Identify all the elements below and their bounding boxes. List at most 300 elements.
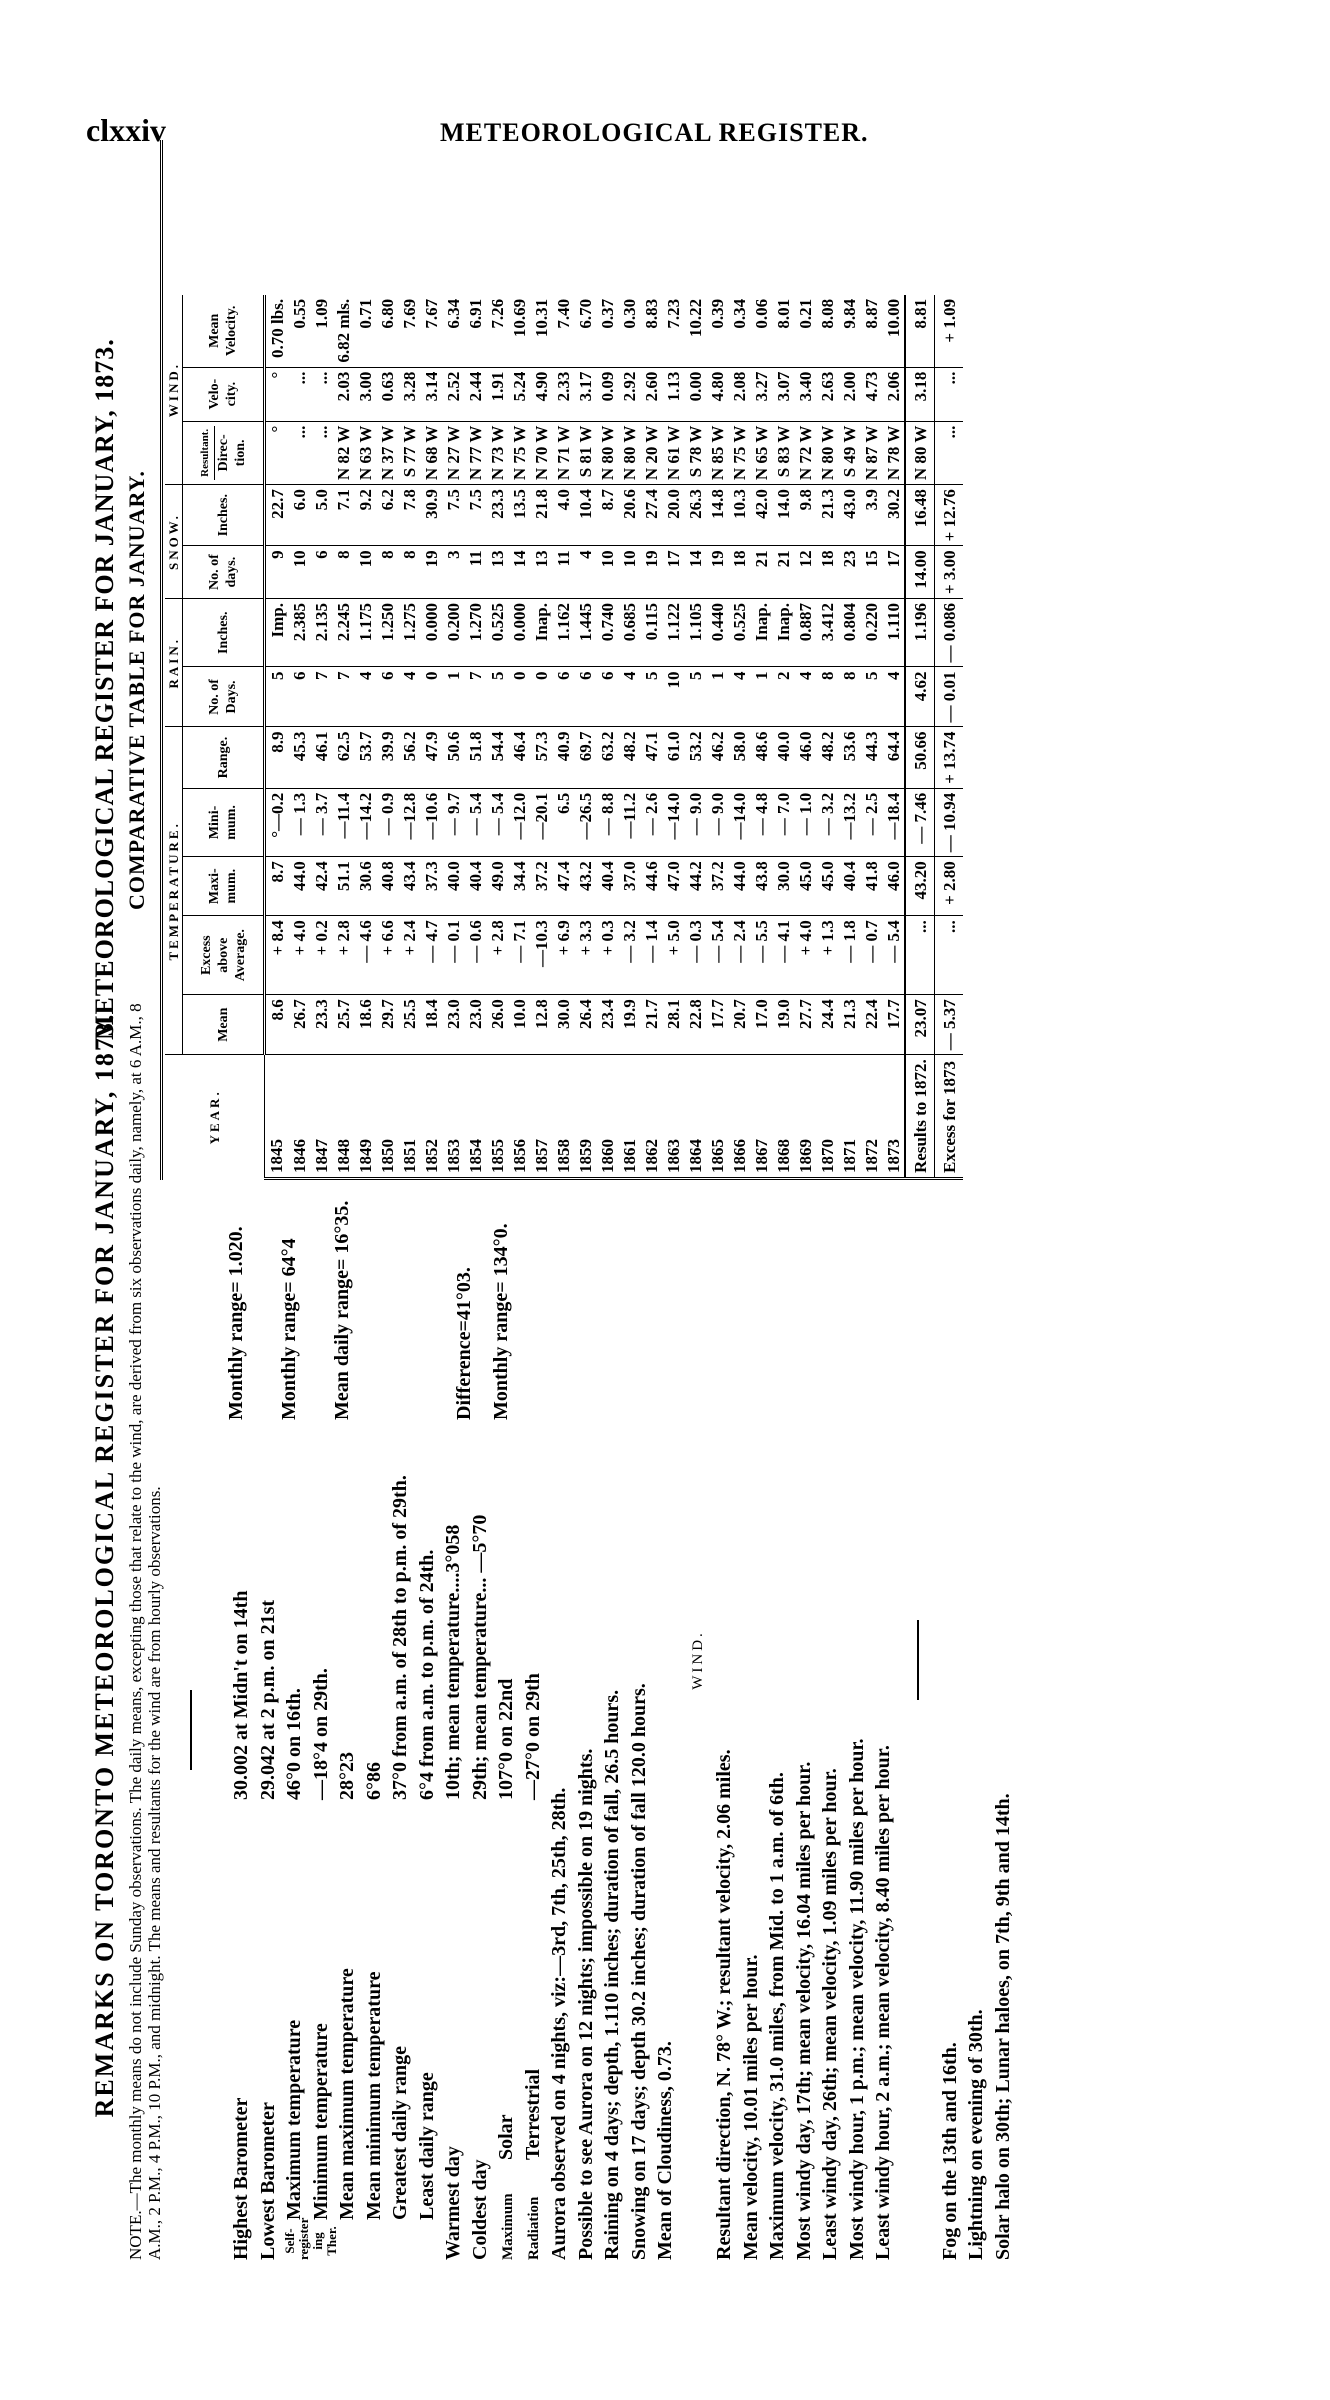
table-cell: 18.6 [354, 995, 376, 1055]
table-cell: 43.4 [398, 857, 420, 916]
table-cell: 40.4 [464, 857, 486, 916]
table-cell: 3.28 [398, 367, 420, 421]
table-cell: — 5.4 [464, 788, 486, 857]
table-body [265, 295, 964, 1179]
table-cell: 3.14 [420, 367, 442, 421]
table-title: METEOROLOGICAL REGISTER FOR JANUARY, 1873. [90, 338, 119, 1040]
table-cell: 1 [706, 667, 728, 727]
table-cell: N 80 W [816, 421, 838, 484]
table-cell: — 0.086 [935, 599, 964, 668]
table-cell: — 4.1 [772, 916, 794, 995]
table-cell: — 2.4 [728, 916, 750, 995]
table-cell: N 71 W [552, 421, 574, 484]
table-cell: N 68 W [420, 421, 442, 484]
table-cell: 1849 [354, 1055, 376, 1179]
table-cell: 30.6 [354, 857, 376, 916]
table-cell: 1.122 [662, 599, 684, 668]
table-cell: 0.06 [750, 295, 772, 367]
table-cell: —13.2 [838, 788, 860, 857]
table-cell: 23.3 [486, 485, 508, 546]
table-cell: 0.000 [420, 599, 442, 668]
table-cell: 40.0 [772, 727, 794, 788]
col-rain-inches: Inches. [183, 599, 265, 668]
table-row [376, 295, 398, 1179]
table-cell: 1.175 [354, 599, 376, 668]
table-cell: 46.0 [882, 857, 905, 916]
table-cell: 47.1 [640, 727, 662, 788]
table-cell: — 5.4 [882, 916, 905, 995]
table-cell: 62.5 [332, 727, 354, 788]
table-row [596, 295, 618, 1179]
table-cell: 26.3 [684, 485, 706, 546]
table-cell: 1864 [684, 1055, 706, 1179]
table-cell: 4.90 [530, 367, 552, 421]
table-cell: 46.4 [508, 727, 530, 788]
table-cell: N 78 W [882, 421, 905, 484]
table-cell: 21.3 [816, 485, 838, 546]
table-cell: 4 [882, 667, 905, 727]
table-cell: 5 [640, 667, 662, 727]
table-cell: 8.9 [265, 727, 289, 788]
table-cell: —14.2 [354, 788, 376, 857]
table-cell: 4 [574, 546, 596, 599]
rotated-page-content [0, 120, 1330, 2330]
table-cell: 37.2 [530, 857, 552, 916]
table-cell: 45.3 [288, 727, 310, 788]
table-cell: 42.0 [750, 485, 772, 546]
table-cell: 21 [772, 546, 794, 599]
mean-min-label: Mean minimum temperature [362, 1971, 385, 2220]
table-cell: 7 [310, 667, 332, 727]
barometer-range: Monthly range= 1.020. [224, 1226, 247, 1420]
table-header-row [183, 295, 265, 1179]
table-cell: 0.71 [354, 295, 376, 367]
table-cell: 1.270 [464, 599, 486, 668]
table-cell: 44.0 [288, 857, 310, 916]
wind-heading: WIND. [689, 1630, 706, 1690]
table-cell: 0.37 [596, 295, 618, 367]
table-cell: 2.63 [816, 367, 838, 421]
table-row [684, 295, 706, 1179]
table-top-rule [160, 140, 163, 1180]
min-temp-label: Minimum temperature [309, 2023, 332, 2220]
table-cell: 0.804 [838, 599, 860, 668]
table-cell: 9.8 [794, 485, 816, 546]
table-cell: 14 [684, 546, 706, 599]
table-cell: 43.20 [905, 857, 935, 916]
table-cell: 61.0 [662, 727, 684, 788]
table-cell: 43.0 [838, 485, 860, 546]
table-cell: + 2.8 [486, 916, 508, 995]
table-cell: ° [265, 367, 289, 421]
table-cell: 8.87 [860, 295, 882, 367]
table-cell: 4 [354, 667, 376, 727]
table-cell: 14.00 [905, 546, 935, 599]
remarks-title: REMARKS ON TORONTO METEOROLOGICAL REGISTER FOR JANUARY, 1873. [90, 1012, 119, 2118]
col-year: YEAR. [165, 1055, 265, 1179]
table-cell: 3.9 [860, 485, 882, 546]
table-cell: ... [935, 916, 964, 995]
table-cell: 0.525 [728, 599, 750, 668]
table-cell: 9.84 [838, 295, 860, 367]
table-cell: + 13.74 [935, 727, 964, 788]
table-cell: 0.220 [860, 599, 882, 668]
table-cell: 1.91 [486, 367, 508, 421]
table-cell: ... [905, 916, 935, 995]
table-cell: 22.4 [860, 995, 882, 1055]
table-cell: S 49 W [838, 421, 860, 484]
cloudiness-row: Mean of Cloudiness, 0.73. [654, 2041, 676, 2260]
table-cell: 0.115 [640, 599, 662, 668]
table-cell: 0.685 [618, 599, 640, 668]
table-cell: 10 [662, 667, 684, 727]
table-cell: 46.2 [706, 727, 728, 788]
table-cell: 42.4 [310, 857, 332, 916]
table-cell: 51.1 [332, 857, 354, 916]
table-row [398, 295, 420, 1179]
table-cell: 11 [552, 546, 574, 599]
table-cell: 17.7 [882, 995, 905, 1055]
table-cell: 10 [288, 546, 310, 599]
max-temp-value: 46°0 on 16th. [283, 1688, 305, 1800]
table-cell: 44.2 [684, 857, 706, 916]
table-cell: 40.0 [442, 857, 464, 916]
remarks-note: NOTE.—The monthly means do not include Sunday observations. The daily means, excepting those that relate to the wind, are derived from six observations daily, namely, at 6 A.M., 8 A.M., 2 P.M., 4 P.M., 10 P.M., and midnight. The means and resultants for the wind are from hourly observations. [126, 1003, 164, 2260]
table-cell: 13.5 [508, 485, 530, 546]
table-cell: ... [310, 367, 332, 421]
mean-max-label: Mean maximum temperature [336, 1968, 358, 2220]
table-cell: 1863 [662, 1055, 684, 1179]
table-row [905, 295, 935, 1179]
self-register-label-b: ing Ther. [310, 2226, 339, 2256]
table-cell: 1873 [882, 1055, 905, 1179]
table-cell: N 61 W [662, 421, 684, 484]
table-cell: 0.55 [288, 295, 310, 367]
table-cell: 14 [508, 546, 530, 599]
table-cell: —20.1 [530, 788, 552, 857]
table-cell: —10.3 [530, 916, 552, 995]
table-cell: + 3.3 [574, 916, 596, 995]
wind-line: Resultant direction, N. 78° W.; resultant velocity, 2.06 miles. [713, 1749, 735, 2260]
least-range-value: 6°4 from a.m. to p.m. of 24th. [415, 1549, 438, 1800]
table-cell: 19.0 [772, 995, 794, 1055]
table-cell: 1.275 [398, 599, 420, 668]
table-cell: N 87 W [860, 421, 882, 484]
table-cell: + 12.76 [935, 485, 964, 546]
table-cell: — 4.6 [354, 916, 376, 995]
table-cell: 34.4 [508, 857, 530, 916]
table-cell: 26.0 [486, 995, 508, 1055]
table-row [728, 295, 750, 1179]
table-cell: 14.8 [706, 485, 728, 546]
table-cell: 10.31 [530, 295, 552, 367]
col-velocity: Velo- city. [183, 367, 265, 421]
table-subtitle: COMPARATIVE TABLE FOR JANUARY. [124, 470, 149, 910]
table-cell: 3.17 [574, 367, 596, 421]
table-row [935, 295, 964, 1179]
table-row [838, 295, 860, 1179]
table-cell: 21 [750, 546, 772, 599]
table-cell: 1870 [816, 1055, 838, 1179]
table-cell: 23.0 [442, 995, 464, 1055]
table-cell: 63.2 [596, 727, 618, 788]
table-cell: 10.00 [882, 295, 905, 367]
table-cell: 18 [728, 546, 750, 599]
table-cell: 58.0 [728, 727, 750, 788]
table-cell: 2.52 [442, 367, 464, 421]
raining-row: Raining on 4 days; depth, 1.110 inches; duration of fall, 26.5 hours. [601, 1689, 623, 2260]
table-row [706, 295, 728, 1179]
table-cell: 43.2 [574, 857, 596, 916]
table-cell: — 3.2 [618, 916, 640, 995]
table-cell: 4.80 [706, 367, 728, 421]
other-remark-line: Lightning on evening of 30th. [965, 2009, 987, 2260]
divider [917, 1620, 919, 1700]
table-cell: — 3.2 [816, 788, 838, 857]
table-cell: 27.4 [640, 485, 662, 546]
table-cell: 4.0 [552, 485, 574, 546]
table-row [530, 295, 552, 1179]
table-cell: 2.00 [838, 367, 860, 421]
table-cell: + 4.0 [794, 916, 816, 995]
table-cell: 4 [794, 667, 816, 727]
table-cell: 3.412 [816, 599, 838, 668]
table-cell: — 10.94 [935, 788, 964, 857]
table-cell: — 1.3 [288, 788, 310, 857]
possible-aurora-row: Possible to see Aurora on 12 nights; impossible on 19 nights. [574, 1748, 597, 2260]
table-cell: 7.26 [486, 295, 508, 367]
radiation-range: Monthly range= 134°0. [489, 1223, 512, 1420]
table-cell: 8.6 [265, 995, 289, 1055]
col-direction-label: Direc- tion. [216, 434, 248, 472]
solar-value: 107°0 on 22nd [495, 1678, 517, 1800]
running-head: METEOROLOGICAL REGISTER. [440, 118, 869, 147]
table-cell: + 2.80 [935, 857, 964, 916]
table-cell: Inap. [772, 599, 794, 668]
table-cell: 41.8 [860, 857, 882, 916]
table-cell: 51.8 [464, 727, 486, 788]
table-row [552, 295, 574, 1179]
table-cell: 6.0 [288, 485, 310, 546]
table-cell: — 5.4 [706, 916, 728, 995]
table-cell: 9 [265, 546, 289, 599]
table-cell: 30.0 [772, 857, 794, 916]
table-cell: 48.2 [816, 727, 838, 788]
table-cell: N 75 W [508, 421, 530, 484]
table-cell: 7 [332, 667, 354, 727]
table-cell: 22.8 [684, 995, 706, 1055]
table-cell: 47.9 [420, 727, 442, 788]
col-snow-inches: Inches. [183, 485, 265, 546]
table-cell: 64.4 [882, 727, 905, 788]
table-cell: °—0.2 [265, 788, 289, 857]
table-cell: + 8.4 [265, 916, 289, 995]
table-cell: 8 [838, 667, 860, 727]
table-cell: 10.69 [508, 295, 530, 367]
table-cell: 3 [442, 546, 464, 599]
table-cell: 21.7 [640, 995, 662, 1055]
table-cell: 1846 [288, 1055, 310, 1179]
table-cell: 6.5 [552, 788, 574, 857]
table-cell: 21.8 [530, 485, 552, 546]
table-cell: 53.2 [684, 727, 706, 788]
table-cell: 1871 [838, 1055, 860, 1179]
table-cell: 0.70 lbs. [265, 295, 289, 367]
table-cell: 0.39 [706, 295, 728, 367]
table-cell: 0.740 [596, 599, 618, 668]
table-cell: 20.6 [618, 485, 640, 546]
table-cell: 23.07 [905, 995, 935, 1055]
table-cell: 23.0 [464, 995, 486, 1055]
table-group-row [165, 295, 183, 1179]
table-cell: + 1.3 [816, 916, 838, 995]
table-cell: S 78 W [684, 421, 706, 484]
table-row [265, 295, 289, 1179]
table-row [288, 295, 310, 1179]
table-cell: 39.9 [376, 727, 398, 788]
table-cell: 1862 [640, 1055, 662, 1179]
table-cell: — 7.46 [905, 788, 935, 857]
table-cell: 44.6 [640, 857, 662, 916]
wind-line: Least windy day, 26th; mean velocity, 1.09 miles per hour. [819, 1768, 841, 2260]
table-cell: 1865 [706, 1055, 728, 1179]
table-cell: 3.07 [772, 367, 794, 421]
lowest-barometer-value: 29.042 at 2 p.m. on 21st [256, 1599, 279, 1800]
table-cell: 10.0 [508, 995, 530, 1055]
table-row [772, 295, 794, 1179]
table-cell: + 2.8 [332, 916, 354, 995]
table-cell: 1855 [486, 1055, 508, 1179]
terrestrial-label: Terrestrial [521, 2068, 544, 2160]
table-cell: 45.0 [794, 857, 816, 916]
table-cell: 6.34 [442, 295, 464, 367]
table-cell: 8.81 [905, 295, 935, 367]
table-cell: 44.0 [728, 857, 750, 916]
table-cell: 27.7 [794, 995, 816, 1055]
greatest-range-label: Greatest daily range [389, 2045, 411, 2220]
group-snow: SNOW. [165, 485, 183, 599]
table-cell: 19.9 [618, 995, 640, 1055]
table-cell: 50.6 [442, 727, 464, 788]
table-cell: 3.18 [905, 367, 935, 421]
table-cell: 6 [376, 667, 398, 727]
table-cell: 0.000 [508, 599, 530, 668]
col-min: Mini- mum. [183, 788, 265, 857]
table-cell: 1852 [420, 1055, 442, 1179]
table-cell: 1851 [398, 1055, 420, 1179]
table-cell: —18.4 [882, 788, 905, 857]
table-cell: 5 [684, 667, 706, 727]
table-row [420, 295, 442, 1179]
table-cell: 15 [860, 546, 882, 599]
table-cell: N 80 W [905, 421, 935, 484]
table-cell: —12.8 [398, 788, 420, 857]
table-cell: 2.03 [332, 367, 354, 421]
table-cell: Inap. [530, 599, 552, 668]
table-cell: 26.4 [574, 995, 596, 1055]
table-cell: ... [288, 367, 310, 421]
table-cell: 8 [398, 546, 420, 599]
col-max: Maxi- mum. [183, 857, 265, 916]
table-cell: 14.0 [772, 485, 794, 546]
table-cell: 10 [596, 546, 618, 599]
table-cell: 23.4 [596, 995, 618, 1055]
table-cell: 10.22 [684, 295, 706, 367]
table-cell: — 1.0 [794, 788, 816, 857]
table-cell: 7.5 [442, 485, 464, 546]
table-cell: 57.3 [530, 727, 552, 788]
table-cell: — 0.3 [684, 916, 706, 995]
table-cell: 28.1 [662, 995, 684, 1055]
highest-barometer-label: Highest Barometer [230, 2097, 252, 2260]
table-cell: 2.06 [882, 367, 905, 421]
warmest-day-value: 10th; mean temperature....3°058 [442, 1524, 464, 1800]
table-row [574, 295, 596, 1179]
table-cell: 22.7 [265, 485, 289, 546]
table-row [750, 295, 772, 1179]
table-cell: 1867 [750, 1055, 772, 1179]
col-resultant: Resultant. [197, 426, 215, 480]
table-cell: — 9.0 [706, 788, 728, 857]
table-cell: 2.135 [310, 599, 332, 668]
table-cell: N 85 W [706, 421, 728, 484]
table-cell: 13 [486, 546, 508, 599]
table-cell: 1.09 [310, 295, 332, 367]
table-cell: 1858 [552, 1055, 574, 1179]
table-cell: 2.33 [552, 367, 574, 421]
table-cell: 7.5 [464, 485, 486, 546]
self-register-label-a: Self-register [282, 2217, 311, 2260]
table-cell: + 6.9 [552, 916, 574, 995]
group-temperature: TEMPERATURE. [165, 727, 183, 1055]
table-cell: 24.4 [816, 995, 838, 1055]
table-cell: 1856 [508, 1055, 530, 1179]
table-cell: 37.0 [618, 857, 640, 916]
table-cell: 1.162 [552, 599, 574, 668]
table-cell: + 2.4 [398, 916, 420, 995]
table-cell: —11.2 [618, 788, 640, 857]
table-cell: S 77 W [398, 421, 420, 484]
table-cell: 1872 [860, 1055, 882, 1179]
table-row [640, 295, 662, 1179]
table-cell: N 63 W [354, 421, 376, 484]
table-cell: 47.0 [662, 857, 684, 916]
greatest-range-value: 37°0 from a.m. of 28th to p.m. of 29th. [389, 1475, 411, 1800]
table-cell: N 82 W [332, 421, 354, 484]
table-cell: N 80 W [618, 421, 640, 484]
table-cell: 1.196 [905, 599, 935, 668]
table-cell: 8 [332, 546, 354, 599]
table-cell: 6.70 [574, 295, 596, 367]
table-cell: 8.7 [596, 485, 618, 546]
table-cell: 11 [464, 546, 486, 599]
table-cell: 30.0 [552, 995, 574, 1055]
table-row [794, 295, 816, 1179]
max-temp-label: Maximum temperature [283, 2019, 305, 2220]
table-cell: 0.440 [706, 599, 728, 668]
solar-label: Solar [495, 2114, 517, 2160]
table-cell: 8.01 [772, 295, 794, 367]
table-cell: 8.83 [640, 295, 662, 367]
table-cell: 20.0 [662, 485, 684, 546]
wind-line: Mean velocity, 10.01 miles per hour. [739, 1954, 762, 2260]
table-cell: 10 [618, 546, 640, 599]
table-cell: 20.7 [728, 995, 750, 1055]
table-cell: 23 [838, 546, 860, 599]
aurora-row: Aurora observed on 4 nights, viz:—3rd, 7th, 25th, 28th. [548, 1787, 570, 2260]
table-cell: — 2.6 [640, 788, 662, 857]
table-cell: 1866 [728, 1055, 750, 1179]
